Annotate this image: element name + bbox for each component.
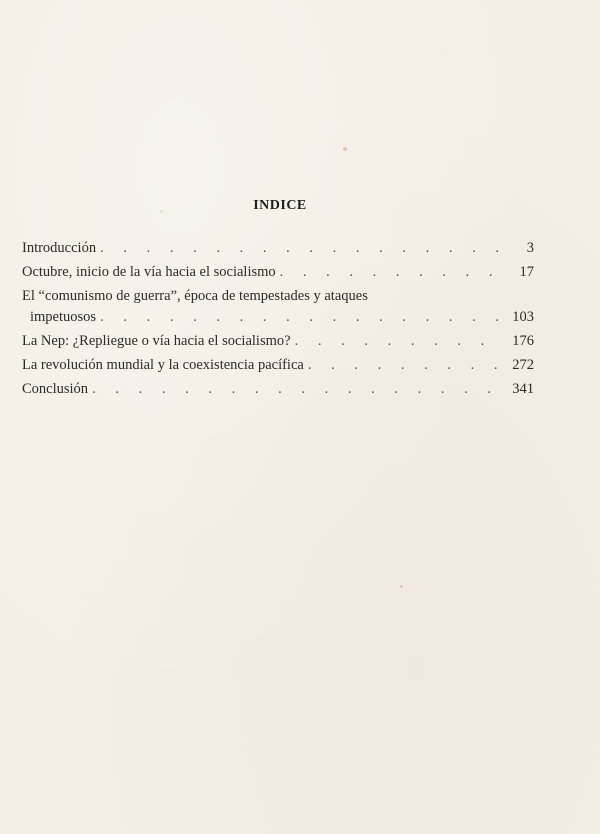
toc-entry-page: 272 — [512, 357, 534, 373]
toc-entry-title: La revolución mundial y la coexistencia pacífica — [22, 357, 304, 373]
toc-entry-page: 103 — [512, 309, 534, 325]
toc-entry[interactable] — [22, 355, 534, 376]
toc-entry[interactable] — [22, 286, 534, 328]
toc-entry-title-line2: impetuosos — [30, 309, 97, 325]
toc-entry-page: 3 — [526, 240, 534, 256]
dot-leader — [295, 331, 502, 352]
dot-leader — [100, 307, 502, 328]
paper-speck — [400, 585, 403, 588]
dot-leader — [308, 355, 502, 376]
table-of-contents — [22, 238, 534, 403]
toc-entry[interactable] — [22, 379, 534, 400]
paper-speck — [343, 147, 347, 151]
toc-entry-title: La Nep: ¿Repliegue o vía hacia el socialismo? — [22, 333, 291, 349]
dot-leader — [100, 238, 502, 259]
toc-entry[interactable] — [22, 262, 534, 283]
toc-entry-second-line — [22, 307, 534, 328]
toc-entry[interactable] — [22, 238, 534, 259]
page-title: INDICE — [253, 198, 307, 213]
toc-entry-page: 176 — [512, 333, 534, 349]
toc-entry-title-line1: El “comunismo de guerra”, época de tempestades y ataques — [22, 288, 368, 304]
toc-entry-title: Conclusión — [22, 381, 89, 397]
toc-entry-page: 341 — [512, 381, 534, 397]
toc-entry-page: 17 — [519, 264, 534, 280]
toc-entry-title: Introducción — [22, 240, 97, 256]
dot-leader — [92, 379, 502, 400]
toc-entry[interactable] — [22, 331, 534, 352]
dot-leader — [280, 262, 502, 283]
toc-entry-title: Octubre, inicio de la vía hacia el socialismo — [22, 264, 276, 280]
